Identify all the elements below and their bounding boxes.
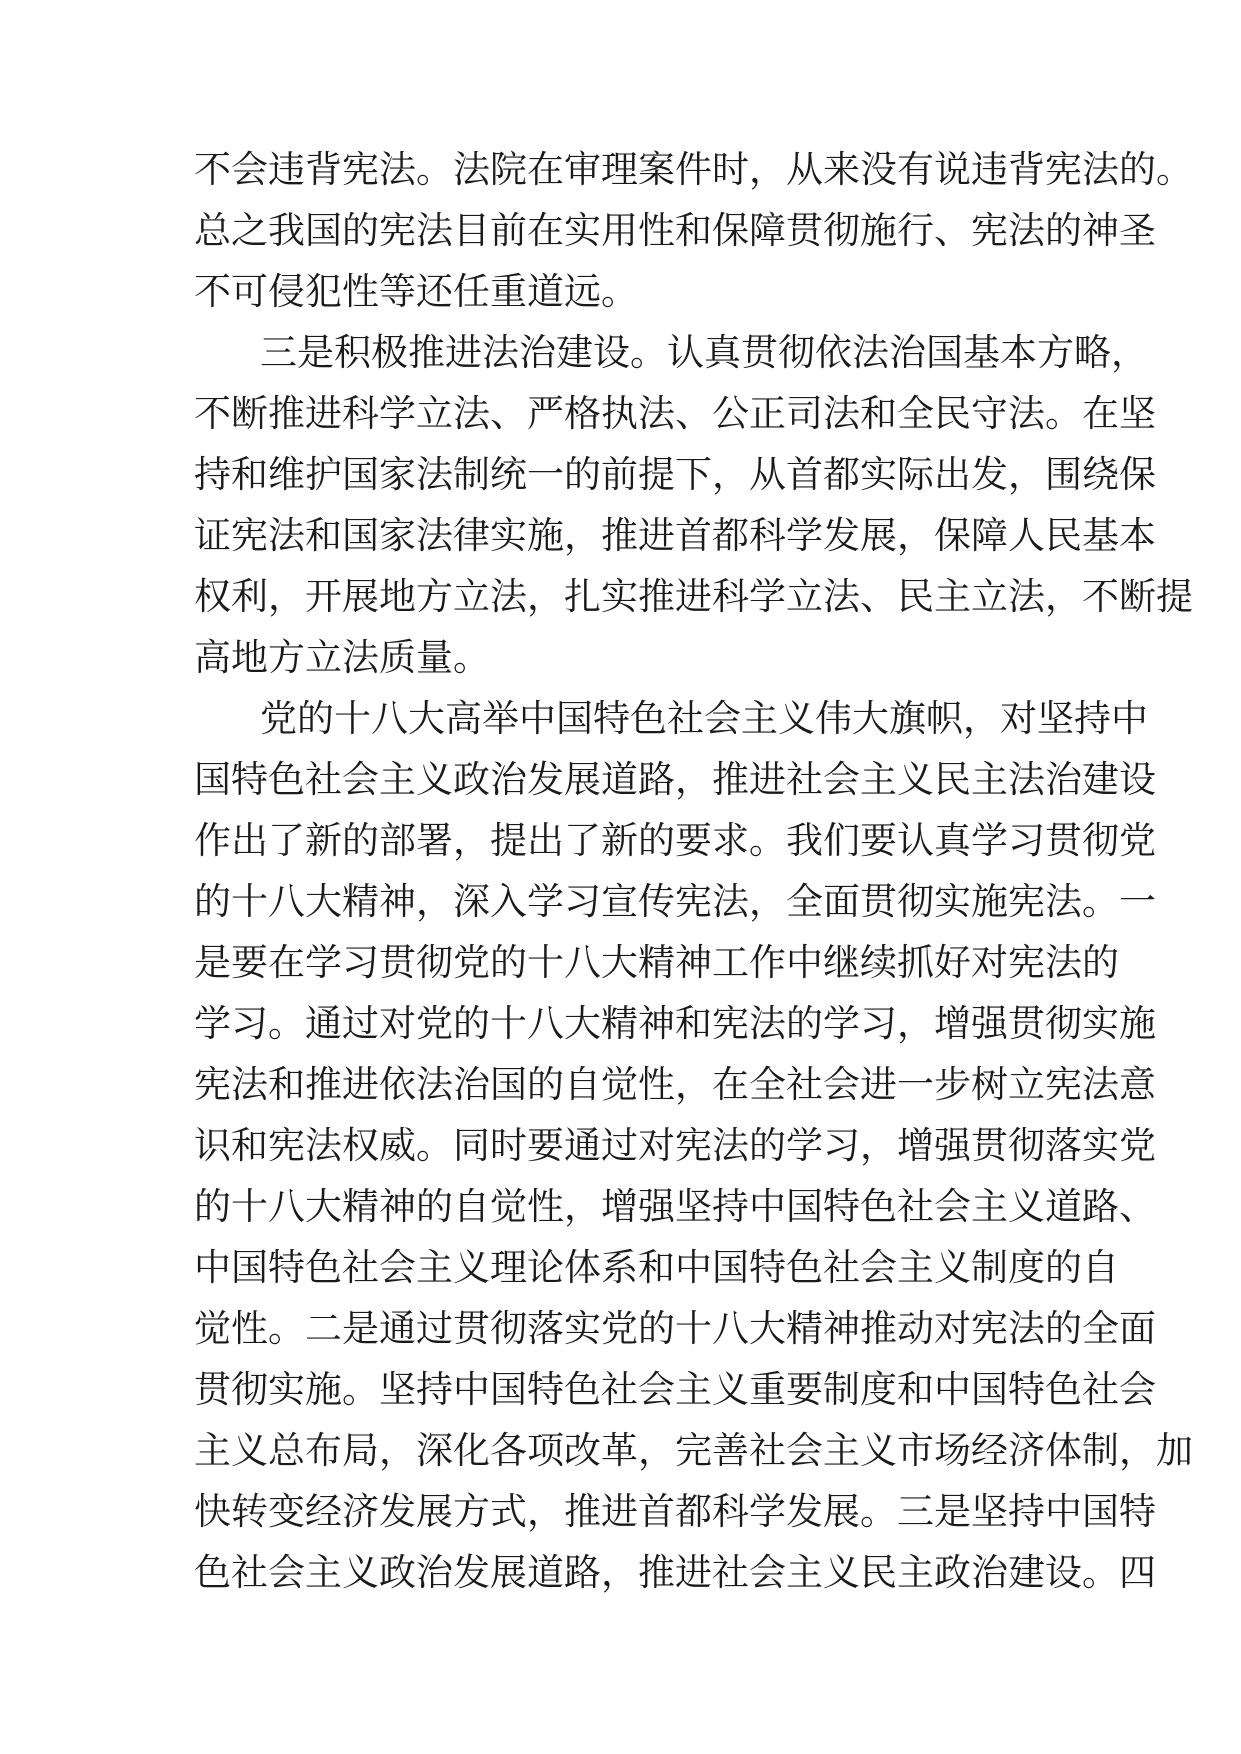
text-line-8: 权 利 ， 开 展 地 方 立 法 ， 扎 实 推 进 科 学 立 法 、 民 主 立 法 ， 不 断 提 <box>194 575 1193 618</box>
text-line-5: 不 断 推 进 科 学 立 法 、 严 格 执 法 、 公 正 司 法 和 全 民 守 法 。 在 坚 <box>194 392 1156 435</box>
text-line-18: 的 十 八 大 精 神 的 自 觉 性 ， 增 强 坚 持 中 国 特 色 社 会 主 义 道 路 、 <box>194 1185 1156 1228</box>
text-line-19: 中 国 特 色 社 会 主 义 理 论 体 系 和 中 国 特 色 社 会 主 义 制 度 的 自 <box>194 1246 1119 1289</box>
text-line-14: 是 要 在 学 习 贯 彻 党 的 十 八 大 精 神 工 作 中 继 续 抓 好 对 宪 法 的 <box>194 941 1119 984</box>
text-line-15: 学 习 。 通 过 对 党 的 十 八 大 精 神 和 宪 法 的 学 习 ， 增 强 贯 彻 实 施 <box>194 1002 1156 1045</box>
text-line-2: 总 之 我 国 的 宪 法 目 前 在 实 用 性 和 保 障 贯 彻 施 行 、 宪 法 的 神 圣 <box>194 209 1156 252</box>
text-line-22: 主 义 总 布 局 ， 深 化 各 项 改 革 ， 完 善 社 会 主 义 市 场 经 济 体 制 ， 加 <box>194 1429 1193 1472</box>
text-line-23: 快 转 变 经 济 发 展 方 式 ， 推 进 首 都 科 学 发 展 。 三 是 坚 持 中 国 特 <box>194 1490 1156 1533</box>
text-line-17: 识 和 宪 法 权 威 。 同 时 要 通 过 对 宪 法 的 学 习 ， 增 强 贯 彻 落 实 党 <box>194 1124 1156 1167</box>
text-line-7: 证 宪 法 和 国 家 法 律 实 施 ， 推 进 首 都 科 学 发 展 ， 保 障 人 民 基 本 <box>194 514 1156 557</box>
text-line-12: 作 出 了 新 的 部 署 ， 提 出 了 新 的 要 求 。 我 们 要 认 真 学 习 贯 彻 党 <box>194 819 1156 862</box>
text-line-24: 色 社 会 主 义 政 治 发 展 道 路 ， 推 进 社 会 主 义 民 主 政 治 建 设 。 四 <box>194 1551 1156 1594</box>
text-line-9: 高地方立法质量。 <box>194 636 490 679</box>
text-line-4: 三 是 积 极 推 进 法 治 建 设 。 认 真 贯 彻 依 法 治 国 基 本 方 略 ， <box>260 331 1148 374</box>
text-line-1: 不 会 违 背 宪 法 。 法 院 在 审 理 案 件 时 ， 从 来 没 有 说 违 背 宪 法 的 。 <box>194 148 1193 191</box>
text-line-21: 贯 彻 实 施 。 坚 持 中 国 特 色 社 会 主 义 重 要 制 度 和 中 国 特 色 社 会 <box>194 1368 1156 1411</box>
text-line-6: 持 和 维 护 国 家 法 制 统 一 的 前 提 下 ， 从 首 都 实 际 出 发 ， 围 绕 保 <box>194 453 1156 496</box>
text-line-10: 党 的 十 八 大 高 举 中 国 特 色 社 会 主 义 伟 大 旗 帜 ， 对 坚 持 中 <box>260 697 1148 740</box>
text-line-13: 的 十 八 大 精 神 ， 深 入 学 习 宣 传 宪 法 ， 全 面 贯 彻 实 施 宪 法 。 一 <box>194 880 1156 923</box>
text-line-20: 觉 性 。 二 是 通 过 贯 彻 落 实 党 的 十 八 大 精 神 推 动 对 宪 法 的 全 面 <box>194 1307 1156 1350</box>
text-line-16: 宪 法 和 推 进 依 法 治 国 的 自 觉 性 ， 在 全 社 会 进 一 步 树 立 宪 法 意 <box>194 1063 1156 1106</box>
text-line-11: 国 特 色 社 会 主 义 政 治 发 展 道 路 ， 推 进 社 会 主 义 民 主 法 治 建 设 <box>194 758 1156 801</box>
text-line-3: 不可侵犯性等还任重道远。 <box>194 270 638 313</box>
